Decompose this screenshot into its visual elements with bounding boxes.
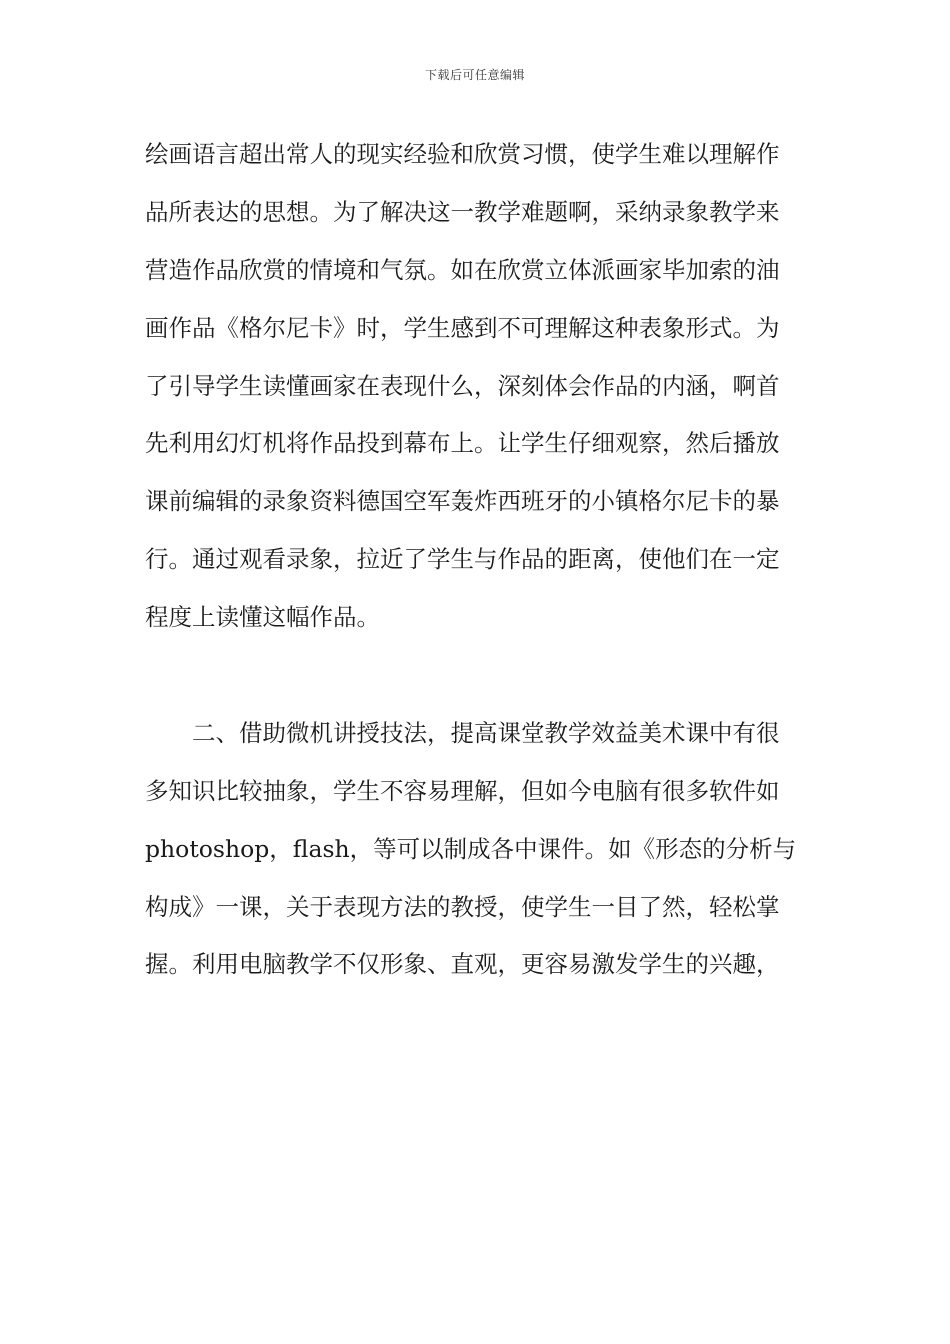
body-text [145, 126, 810, 994]
text-line: 画作品《格尔尼卡》时，学生感到不可理解这种表象形式。为 [145, 313, 780, 342]
text-line: 多知识比较抽象，学生不容易理解，但如今电脑有很多软件如 [145, 776, 780, 805]
text-line: 行。通过观看录象，拉近了学生与作品的距离，使他们在一定 [145, 545, 780, 574]
text-line: 构成》一课，关于表现方法的教授，使学生一目了然，轻松掌 [145, 892, 780, 921]
text-line: 绘画语言超出常人的现实经验和欣赏习惯，使学生难以理解作 [145, 140, 780, 168]
text-line: 品所表达的思想。为了解决这一教学难题啊，采纳录象教学来 [145, 197, 780, 226]
text-line: 先利用幻灯机将作品投到幕布上。让学生仔细观察，然后播放 [145, 429, 780, 458]
text-line: 营造作品欣赏的情境和气氛。如在欣赏立体派画家毕加索的油 [145, 255, 780, 284]
text-line: 了引导学生读懂画家在表现什么，深刻体会作品的内涵，啊首 [145, 371, 780, 400]
blank-line [145, 647, 810, 705]
text-line: 程度上读懂这幅作品。 [145, 603, 380, 632]
text-line: 二、借助微机讲授技法，提高课堂教学效益美术课中有很 [192, 718, 780, 747]
text-line: 握。利用电脑教学不仅形象、直观，更容易激发学生的兴趣， [145, 950, 780, 979]
text-line: photoshop，flash，等可以制成各中课件。如《形态的分析与 [145, 834, 797, 863]
text-line: 课前编辑的录象资料德国空军轰炸西班牙的小镇格尔尼卡的暴 [145, 487, 780, 516]
page-header: 下载后可任意编辑 [424, 68, 525, 82]
